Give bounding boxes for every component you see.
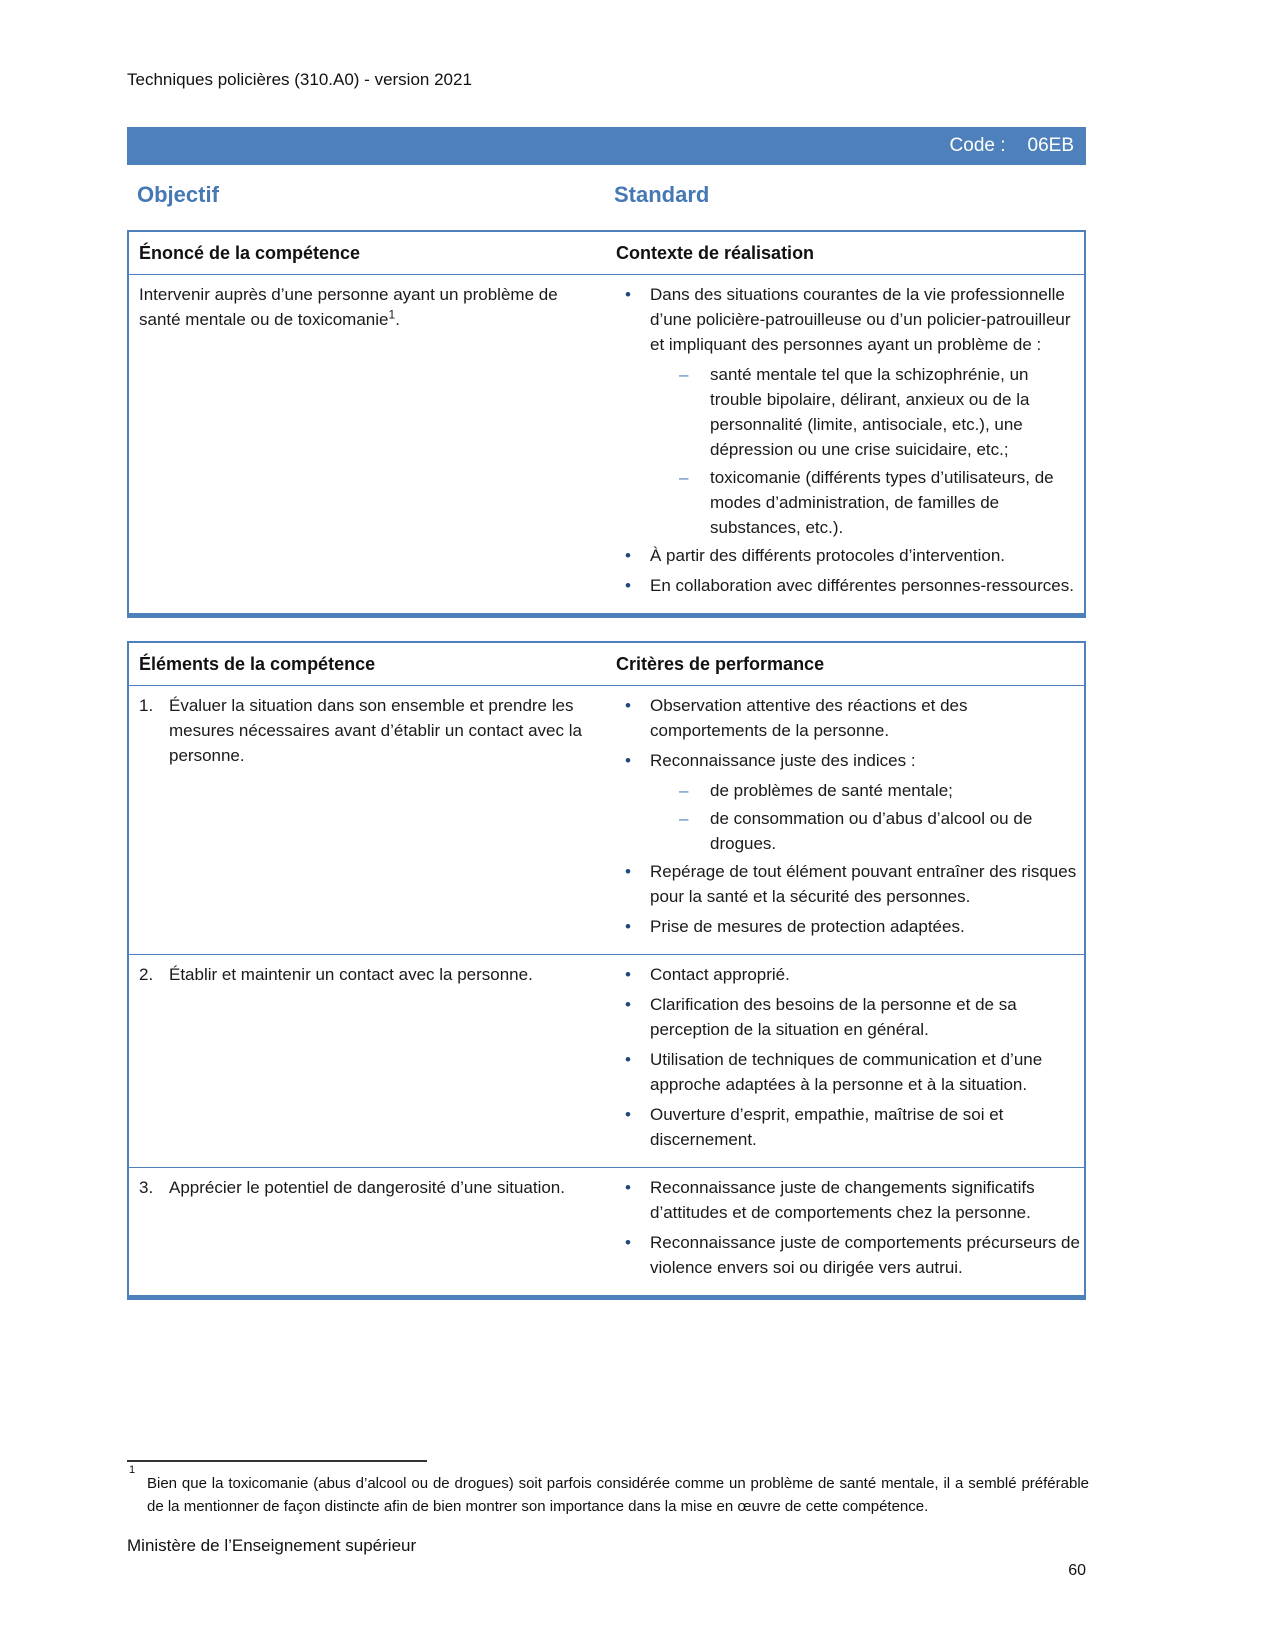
bullet-icon: • [625, 965, 631, 984]
criterion-text: Clarification des besoins de la personne et de sa perception de la situation en général. [650, 995, 1017, 1039]
competence-table [127, 230, 1086, 618]
sub-criterion-item [679, 465, 1082, 540]
criterion-item [616, 859, 1082, 909]
bullet-icon: • [625, 1178, 631, 1197]
criterion-item [616, 914, 1082, 939]
footer-text: Ministère de l’Enseignement supérieur [127, 1536, 417, 1555]
elements-table-body [129, 686, 1084, 1295]
sub-criterion-item [679, 806, 1082, 856]
element-cell [129, 686, 616, 954]
sub-criterion-text: de consommation ou d’abus d’alcool ou de drogues. [710, 809, 1033, 853]
element-cell [129, 955, 616, 1167]
sub-criterion-text: santé mentale tel que la schizophrénie, un trouble bipolaire, délirant, anxieux ou de la personnalité (limite, antisociale, etc.), une dépression ou une crise suicidaire, etc.; [710, 365, 1030, 459]
criterion-text: Prise de mesures de protection adaptées. [650, 917, 965, 936]
element-entry [139, 962, 598, 987]
criterion-item [616, 693, 1082, 743]
code-banner [127, 127, 1086, 165]
criterion-item [616, 1102, 1082, 1152]
bullet-icon: • [625, 1233, 631, 1252]
enonce-cell [129, 275, 616, 613]
elements-table [127, 641, 1086, 1300]
element-row [129, 1167, 1084, 1295]
dash-icon: – [679, 781, 689, 800]
elements-table-header-row [129, 643, 1084, 686]
sub-criterion-text: toxicomanie (différents types d’utilisateurs, de modes d’administration, de familles de substances, etc.). [710, 468, 1054, 537]
elements-header: Éléments de la compétence [139, 654, 376, 674]
element-cell [129, 1168, 616, 1295]
competence-table-row [129, 275, 1084, 613]
criteria-cell [616, 686, 1084, 954]
criterion-text: Contact approprié. [650, 965, 790, 984]
criterion-text: Repérage de tout élément pouvant entraîner des risques pour la santé et la sécurité des personnes. [650, 862, 1077, 906]
criterion-item [616, 1175, 1082, 1225]
dash-icon: – [679, 468, 689, 487]
element-text: Évaluer la situation dans son ensemble et prendre les mesures nécessaires avant d’établir un contact avec la personne. [169, 696, 582, 765]
footnote: 1 Bien que la toxicomanie (abus d’alcool ou de drogues) soit parfois considérée comme un problème de santé mentale, il a semblé préférable de la mentionner de façon distincte afin de bien montrer son importance dans la mise en œuvre de cette compétence. [129, 1464, 1089, 1515]
criterion-text: Observation attentive des réactions et des comportements de la personne. [650, 696, 968, 740]
enonce-header: Énoncé de la compétence [139, 243, 361, 263]
element-entry [139, 693, 598, 768]
criterion-item [616, 1047, 1082, 1097]
element-number: 2. [139, 965, 154, 984]
element-text: Établir et maintenir un contact avec la personne. [169, 965, 533, 984]
criterion-item [616, 992, 1082, 1042]
competence-table-header-row [129, 232, 1084, 275]
criterion-text: Dans des situations courantes de la vie professionnelle d’une policière-patrouilleuse ou d’un policier-patrouilleur et impliquant des personnes ayant un problème de : [650, 285, 1071, 354]
bullet-icon: • [625, 696, 631, 715]
criterion-text: Reconnaissance juste de comportements précurseurs de violence envers soi ou dirigée vers autrui. [650, 1233, 1080, 1277]
enonce-suffix: . [395, 310, 400, 329]
code-label: Code : [949, 135, 1006, 156]
criterion-item [616, 1230, 1082, 1280]
element-number: 1. [139, 696, 154, 715]
footnote-ref: 1 [388, 307, 396, 322]
criteres-header: Critères de performance [616, 654, 825, 674]
criterion-item [616, 543, 1082, 568]
element-row [129, 954, 1084, 1167]
criterion-text: Utilisation de techniques de communication et d’une approche adaptées à la personne et à la situation. [650, 1050, 1043, 1094]
bullet-icon: • [625, 917, 631, 936]
footnote-divider [127, 1460, 427, 1462]
criterion-item [616, 962, 1082, 987]
bullet-icon: • [625, 1050, 631, 1069]
enonce-text: Intervenir auprès d’une personne ayant un problème de santé mentale ou de toxicomanie [139, 285, 558, 329]
element-row [129, 686, 1084, 954]
element-entry [139, 1175, 598, 1200]
sub-criterion-item [679, 778, 1082, 803]
bullet-icon: • [625, 995, 631, 1014]
bullet-icon: • [625, 576, 631, 595]
criterion-text: Reconnaissance juste des indices : [650, 751, 916, 770]
sub-criterion-text: de problèmes de santé mentale; [710, 781, 953, 800]
criterion-item [616, 748, 1082, 773]
contexte-header: Contexte de réalisation [616, 243, 815, 263]
bullet-icon: • [625, 285, 631, 304]
criterion-item [616, 573, 1082, 598]
document-title: Techniques policières (310.A0) - version 2021 [127, 70, 472, 89]
bullet-icon: • [625, 1105, 631, 1124]
dash-icon: – [679, 365, 689, 384]
content-area [127, 230, 1086, 1323]
standard-heading: Standard [614, 182, 710, 207]
element-text: Apprécier le potentiel de dangerosité d’une situation. [169, 1178, 565, 1197]
bullet-icon: • [625, 546, 631, 565]
criterion-text: Ouverture d’esprit, empathie, maîtrise de soi et discernement. [650, 1105, 1004, 1149]
criterion-text: Reconnaissance juste de changements significatifs d’attitudes et de comportements chez la personne. [650, 1178, 1035, 1222]
element-number: 3. [139, 1178, 154, 1197]
criterion-text: En collaboration avec différentes personnes-ressources. [650, 576, 1074, 595]
criterion-text: À partir des différents protocoles d’intervention. [650, 546, 1005, 565]
bullet-icon: • [625, 751, 631, 770]
bullet-icon: • [625, 862, 631, 881]
dash-icon: – [679, 809, 689, 828]
footnote-text: Bien que la toxicomanie (abus d’alcool ou de drogues) soit parfois considérée comme un problème de santé mentale, il a semblé préférable de la mentionner de façon distincte afin de bien montrer son importance dans la mise en œuvre de cette compétence. [147, 1475, 1089, 1515]
code-value: 06EB [1027, 135, 1074, 156]
criteria-cell [616, 955, 1084, 1167]
criteria-cell [616, 1168, 1084, 1295]
objectif-heading: Objectif [137, 182, 219, 207]
page-number: 60 [1068, 1562, 1086, 1579]
sub-criterion-item [679, 362, 1082, 462]
contexte-cell [616, 275, 1084, 613]
criterion-item [616, 282, 1082, 357]
